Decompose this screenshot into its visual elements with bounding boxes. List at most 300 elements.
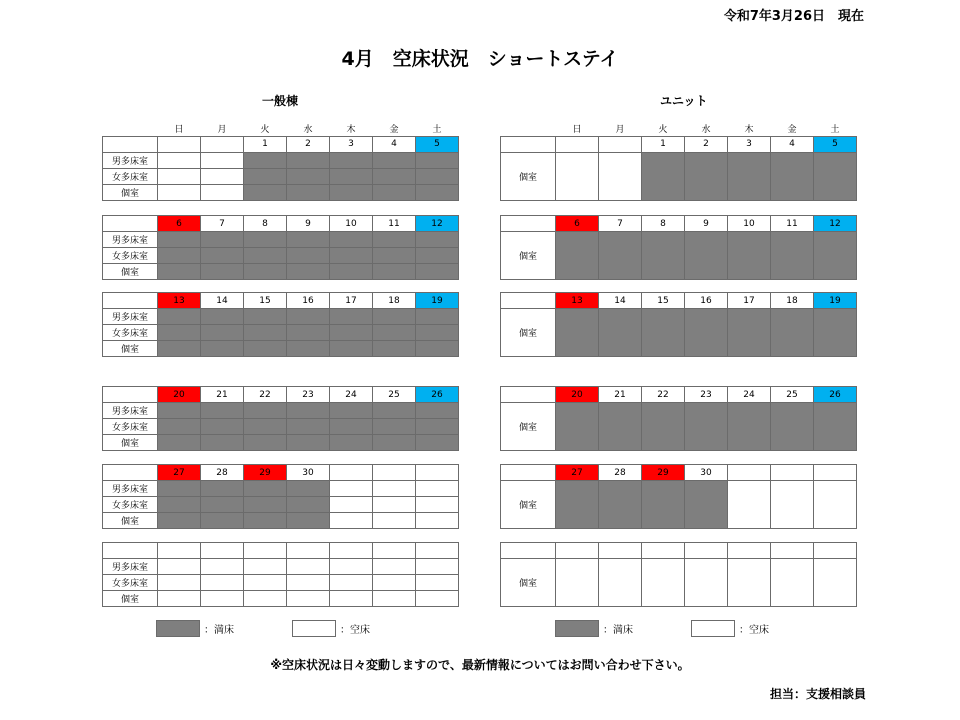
full-cell	[287, 513, 330, 529]
empty-cell	[556, 152, 599, 200]
date-cell: 13	[158, 293, 201, 309]
empty-cell	[158, 575, 201, 591]
empty-cell	[771, 559, 814, 607]
date-cell: 25	[771, 387, 814, 403]
full-cell	[244, 325, 287, 341]
room-type-label: 男多床室	[103, 403, 158, 419]
empty-cell	[158, 591, 201, 607]
empty-cell	[287, 559, 330, 575]
unit-week-table	[500, 292, 857, 357]
full-cell	[287, 497, 330, 513]
full-cell	[373, 184, 416, 200]
empty-cell	[201, 559, 244, 575]
date-row-label	[501, 543, 556, 559]
full-cell	[201, 309, 244, 325]
full-cell	[287, 248, 330, 264]
full-cell	[330, 248, 373, 264]
date-cell: 9	[685, 216, 728, 232]
weekday-cell: 火	[260, 125, 270, 136]
date-row	[501, 136, 857, 152]
date-cell: 17	[330, 293, 373, 309]
date-cell: 29	[244, 465, 287, 481]
date-row	[501, 293, 857, 309]
room-row	[501, 481, 857, 529]
general-week-table	[102, 122, 459, 201]
date-cell: 27	[158, 465, 201, 481]
date-cell: 21	[599, 387, 642, 403]
room-type-label: 個室	[103, 513, 158, 529]
empty-cell	[244, 559, 287, 575]
empty-cell	[373, 513, 416, 529]
room-row	[103, 481, 459, 497]
unit-week-table	[500, 386, 857, 451]
full-legend-label: ：満床	[204, 625, 234, 636]
full-cell	[416, 435, 459, 451]
full-cell	[556, 309, 599, 357]
full-cell	[771, 309, 814, 357]
full-cell	[373, 248, 416, 264]
date-cell: 7	[201, 216, 244, 232]
empty-cell	[201, 184, 244, 200]
empty-cell	[373, 559, 416, 575]
empty-cell	[642, 559, 685, 607]
date-cell: 22	[642, 387, 685, 403]
date-cell: 3	[728, 136, 771, 152]
room-row	[103, 264, 459, 280]
room-type-label: 男多床室	[103, 481, 158, 497]
full-legend-label: ：満床	[603, 625, 633, 636]
empty-cell	[287, 591, 330, 607]
full-swatch	[156, 620, 200, 637]
date-cell: 8	[244, 216, 287, 232]
full-cell	[814, 403, 857, 451]
room-row	[501, 403, 857, 451]
weekday-cell: 金	[787, 125, 797, 136]
date-cell: 18	[373, 293, 416, 309]
full-cell	[771, 152, 814, 200]
full-cell	[556, 481, 599, 529]
room-type-label: 男多床室	[103, 309, 158, 325]
empty-cell	[158, 152, 201, 168]
full-cell	[642, 403, 685, 451]
full-cell	[287, 325, 330, 341]
date-cell	[244, 543, 287, 559]
date-cell: 6	[158, 216, 201, 232]
full-cell	[158, 248, 201, 264]
empty-cell	[416, 559, 459, 575]
general-legend	[156, 620, 370, 637]
date-cell: 14	[201, 293, 244, 309]
full-cell	[330, 168, 373, 184]
date-cell	[416, 465, 459, 481]
date-cell	[728, 465, 771, 481]
room-row	[103, 152, 459, 168]
full-cell	[728, 152, 771, 200]
date-cell	[685, 543, 728, 559]
full-cell	[158, 497, 201, 513]
empty-cell	[416, 575, 459, 591]
date-cell: 29	[642, 465, 685, 481]
full-cell	[330, 232, 373, 248]
date-cell: 12	[814, 216, 857, 232]
date-cell: 26	[416, 387, 459, 403]
date-cell: 10	[728, 216, 771, 232]
full-cell	[330, 341, 373, 357]
empty-cell	[158, 184, 201, 200]
full-cell	[416, 419, 459, 435]
full-cell	[330, 152, 373, 168]
full-cell	[244, 152, 287, 168]
date-cell	[642, 543, 685, 559]
full-swatch	[555, 620, 599, 637]
full-cell	[330, 264, 373, 280]
as-of-date: 令和7年3月26日 現在	[723, 9, 864, 24]
full-cell	[158, 403, 201, 419]
date-row	[103, 293, 459, 309]
date-cell: 20	[556, 387, 599, 403]
date-cell: 1	[642, 136, 685, 152]
room-row	[103, 168, 459, 184]
room-type-label: 男多床室	[103, 152, 158, 168]
full-cell	[373, 232, 416, 248]
weekday-cell: 木	[744, 125, 754, 136]
general-week-table	[102, 386, 459, 451]
date-cell: 21	[201, 387, 244, 403]
full-cell	[771, 232, 814, 280]
full-cell	[685, 481, 728, 529]
date-cell: 18	[771, 293, 814, 309]
empty-cell	[287, 575, 330, 591]
empty-cell	[416, 591, 459, 607]
weekday-cell: 水	[303, 125, 313, 136]
full-cell	[373, 264, 416, 280]
date-cell: 28	[201, 465, 244, 481]
full-cell	[158, 513, 201, 529]
unit-ward-heading: ユニット	[660, 94, 708, 108]
full-cell	[642, 152, 685, 200]
full-cell	[416, 325, 459, 341]
date-cell: 8	[642, 216, 685, 232]
full-cell	[158, 325, 201, 341]
full-cell	[814, 309, 857, 357]
date-row	[103, 465, 459, 481]
date-cell	[728, 543, 771, 559]
empty-cell	[330, 513, 373, 529]
room-row	[103, 497, 459, 513]
full-cell	[416, 309, 459, 325]
full-cell	[685, 309, 728, 357]
date-row	[103, 216, 459, 232]
full-cell	[814, 232, 857, 280]
date-row	[501, 216, 857, 232]
full-cell	[244, 497, 287, 513]
room-row	[103, 325, 459, 341]
unit-week-table	[500, 542, 857, 607]
empty-cell	[416, 513, 459, 529]
date-cell: 24	[330, 387, 373, 403]
full-cell	[599, 232, 642, 280]
room-type-label: 男多床室	[103, 559, 158, 575]
room-row	[501, 559, 857, 607]
room-type-label: 男多床室	[103, 232, 158, 248]
date-cell: 3	[330, 136, 373, 152]
full-cell	[201, 513, 244, 529]
date-cell: 9	[287, 216, 330, 232]
full-cell	[685, 403, 728, 451]
empty-cell	[728, 481, 771, 529]
full-cell	[244, 168, 287, 184]
full-cell	[287, 435, 330, 451]
date-cell: 27	[556, 465, 599, 481]
full-cell	[244, 419, 287, 435]
room-row	[501, 309, 857, 357]
date-cell: 16	[287, 293, 330, 309]
empty-cell	[599, 152, 642, 200]
date-row-label	[103, 293, 158, 309]
date-row-label	[103, 465, 158, 481]
full-cell	[287, 309, 330, 325]
empty-cell	[158, 168, 201, 184]
room-row	[103, 591, 459, 607]
full-cell	[244, 481, 287, 497]
full-cell	[244, 184, 287, 200]
full-cell	[599, 309, 642, 357]
full-cell	[287, 168, 330, 184]
room-type-label: 女多床室	[103, 497, 158, 513]
room-row	[103, 309, 459, 325]
unit-week-table	[500, 464, 857, 529]
full-cell	[158, 264, 201, 280]
room-type-label: 個室	[103, 591, 158, 607]
empty-cell	[244, 575, 287, 591]
room-type-label: 女多床室	[103, 575, 158, 591]
date-cell: 5	[416, 136, 459, 152]
date-cell	[158, 136, 201, 152]
date-row-label	[103, 136, 158, 152]
date-cell	[814, 465, 857, 481]
date-row-label	[501, 465, 556, 481]
date-cell: 28	[599, 465, 642, 481]
full-cell	[416, 403, 459, 419]
full-cell	[201, 325, 244, 341]
date-row	[501, 387, 857, 403]
empty-cell	[771, 481, 814, 529]
full-cell	[158, 232, 201, 248]
date-cell: 23	[287, 387, 330, 403]
room-row	[103, 513, 459, 529]
full-cell	[244, 513, 287, 529]
full-cell	[287, 232, 330, 248]
room-type-label: 個室	[501, 232, 556, 280]
empty-cell	[330, 559, 373, 575]
date-cell	[330, 465, 373, 481]
full-cell	[244, 403, 287, 419]
full-cell	[201, 264, 244, 280]
weekday-cell: 水	[701, 125, 711, 136]
corner-cell	[501, 122, 556, 136]
date-row-label	[103, 543, 158, 559]
full-cell	[556, 232, 599, 280]
full-cell	[158, 419, 201, 435]
date-cell	[373, 465, 416, 481]
empty-cell	[373, 481, 416, 497]
full-cell	[373, 419, 416, 435]
full-cell	[556, 403, 599, 451]
room-row	[103, 248, 459, 264]
room-type-label: 個室	[501, 309, 556, 357]
full-cell	[287, 184, 330, 200]
room-row	[103, 419, 459, 435]
room-row	[103, 184, 459, 200]
date-cell: 2	[287, 136, 330, 152]
date-cell: 13	[556, 293, 599, 309]
full-cell	[642, 232, 685, 280]
date-cell	[201, 543, 244, 559]
full-cell	[416, 152, 459, 168]
full-cell	[599, 481, 642, 529]
date-row-label	[501, 387, 556, 403]
empty-cell	[373, 497, 416, 513]
date-row-label	[103, 387, 158, 403]
room-type-label: 個室	[501, 559, 556, 607]
full-cell	[201, 419, 244, 435]
date-cell: 15	[244, 293, 287, 309]
empty-cell	[416, 497, 459, 513]
full-cell	[416, 248, 459, 264]
full-cell	[244, 435, 287, 451]
full-cell	[158, 481, 201, 497]
page-title: 4月 空床状況 ショートステイ	[341, 48, 619, 70]
full-cell	[244, 232, 287, 248]
date-row-label	[103, 216, 158, 232]
full-cell	[287, 403, 330, 419]
empty-cell	[416, 481, 459, 497]
empty-cell	[330, 497, 373, 513]
full-cell	[416, 341, 459, 357]
weekday-cell: 金	[389, 125, 399, 136]
empty-cell	[373, 575, 416, 591]
date-cell	[556, 136, 599, 152]
room-row	[103, 559, 459, 575]
full-cell	[416, 232, 459, 248]
date-cell: 15	[642, 293, 685, 309]
general-week-table	[102, 292, 459, 357]
date-cell: 23	[685, 387, 728, 403]
date-cell: 4	[373, 136, 416, 152]
date-cell	[814, 543, 857, 559]
date-cell: 30	[287, 465, 330, 481]
weekday-cell: 木	[346, 125, 356, 136]
full-cell	[158, 435, 201, 451]
date-row	[501, 465, 857, 481]
empty-cell	[330, 575, 373, 591]
date-row	[103, 543, 459, 559]
full-cell	[244, 264, 287, 280]
full-cell	[287, 152, 330, 168]
empty-cell	[244, 591, 287, 607]
staff-contact: 担当：支援相談員	[769, 687, 866, 701]
unit-week-table	[500, 215, 857, 280]
room-row	[103, 341, 459, 357]
general-week-table	[102, 542, 459, 607]
full-cell	[158, 341, 201, 357]
weekday-cell: 火	[658, 125, 668, 136]
empty-cell	[728, 559, 771, 607]
date-cell	[771, 465, 814, 481]
full-cell	[201, 481, 244, 497]
full-cell	[373, 325, 416, 341]
date-row-label	[501, 216, 556, 232]
full-cell	[685, 232, 728, 280]
full-cell	[330, 325, 373, 341]
room-row	[501, 152, 857, 200]
room-type-label: 女多床室	[103, 419, 158, 435]
date-cell: 6	[556, 216, 599, 232]
date-cell: 11	[771, 216, 814, 232]
date-cell: 24	[728, 387, 771, 403]
weekday-header-row	[103, 122, 459, 136]
full-cell	[416, 264, 459, 280]
date-cell	[599, 136, 642, 152]
full-cell	[201, 435, 244, 451]
room-type-label: 個室	[103, 264, 158, 280]
date-cell	[287, 543, 330, 559]
date-cell	[373, 543, 416, 559]
date-cell	[771, 543, 814, 559]
empty-cell	[201, 168, 244, 184]
full-cell	[373, 435, 416, 451]
full-cell	[771, 403, 814, 451]
full-cell	[728, 403, 771, 451]
full-cell	[373, 403, 416, 419]
full-cell	[201, 248, 244, 264]
date-cell: 7	[599, 216, 642, 232]
date-row	[103, 387, 459, 403]
unit-week-table	[500, 122, 857, 201]
room-type-label: 個室	[501, 152, 556, 200]
weekday-cell: 土	[830, 125, 840, 136]
room-type-label: 個室	[103, 341, 158, 357]
full-cell	[244, 341, 287, 357]
general-ward-heading: 一般棟	[262, 94, 299, 108]
date-cell: 14	[599, 293, 642, 309]
full-cell	[287, 481, 330, 497]
room-row	[103, 575, 459, 591]
room-type-label: 個室	[103, 184, 158, 200]
full-cell	[728, 309, 771, 357]
date-cell: 19	[416, 293, 459, 309]
date-cell	[201, 136, 244, 152]
full-cell	[330, 403, 373, 419]
weekday-cell: 日	[572, 125, 582, 136]
full-cell	[373, 168, 416, 184]
date-cell	[416, 543, 459, 559]
full-cell	[728, 232, 771, 280]
full-cell	[287, 264, 330, 280]
full-cell	[814, 152, 857, 200]
full-cell	[244, 309, 287, 325]
full-cell	[201, 403, 244, 419]
weekday-cell: 月	[615, 125, 625, 136]
date-row	[501, 543, 857, 559]
date-cell: 19	[814, 293, 857, 309]
date-cell: 25	[373, 387, 416, 403]
empty-cell	[814, 559, 857, 607]
full-cell	[330, 435, 373, 451]
full-cell	[201, 497, 244, 513]
date-cell: 16	[685, 293, 728, 309]
empty-cell	[201, 152, 244, 168]
